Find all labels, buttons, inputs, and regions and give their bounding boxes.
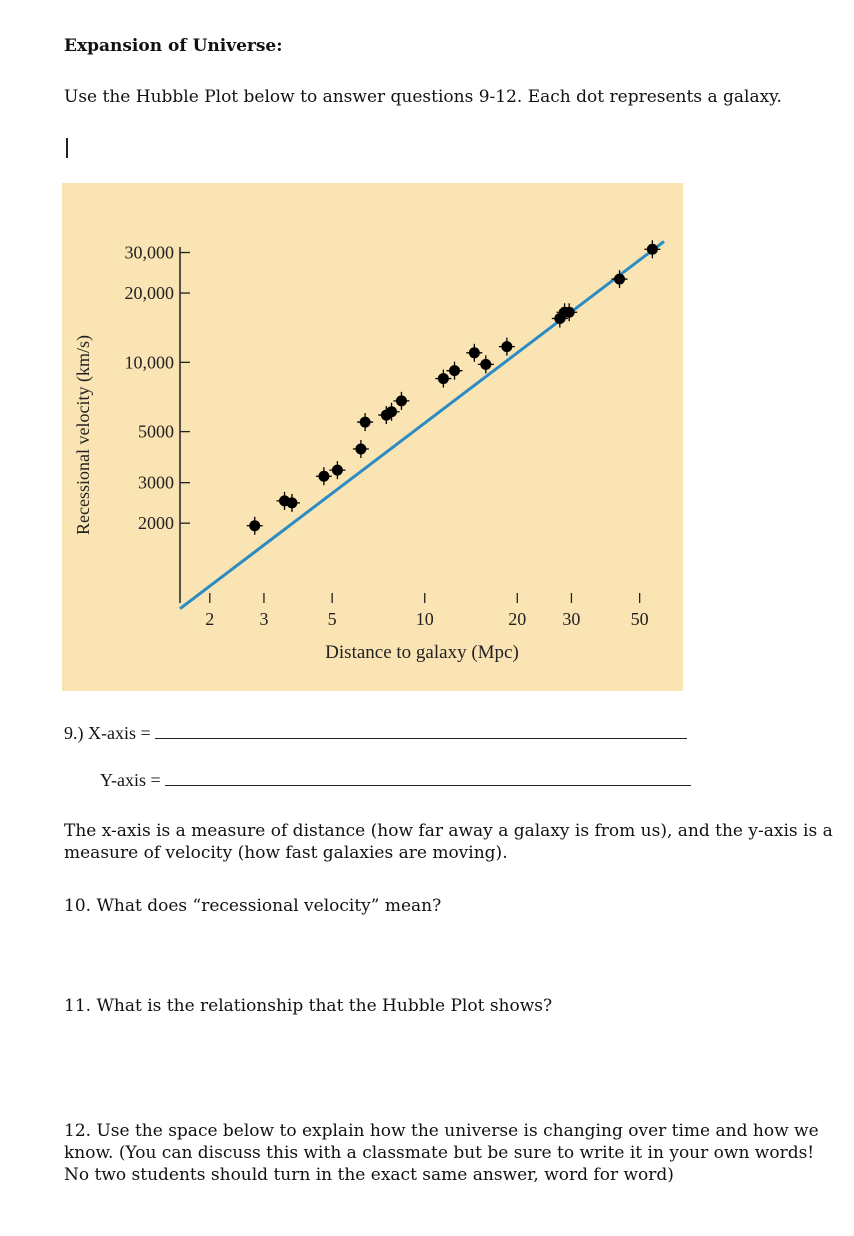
galaxy-data-point: [449, 365, 460, 376]
x-axis-answer-blank[interactable]: [155, 738, 687, 739]
hubble-plot-figure: [62, 183, 683, 691]
text-cursor: [66, 138, 68, 158]
question-9-y-axis: [100, 770, 691, 791]
y-tick-label: 20,000: [124, 283, 174, 304]
intro-text: Use the Hubble Plot below to answer questions 9-12. Each dot represents a galaxy.: [64, 87, 782, 107]
galaxy-data-point: [480, 359, 491, 370]
galaxy-data-point: [318, 471, 329, 482]
x-axis-label: Distance to galaxy (Mpc): [325, 642, 519, 663]
y-tick-label: 10,000: [124, 352, 174, 373]
y-axis-label: Recessional velocity (km/s): [73, 335, 93, 535]
galaxy-data-point: [286, 497, 297, 508]
galaxy-data-point: [396, 395, 407, 406]
galaxy-data-point: [564, 307, 575, 318]
hubble-fit-line: [180, 241, 664, 608]
galaxy-data-point: [386, 406, 397, 417]
galaxy-data-point: [438, 373, 449, 384]
galaxy-data-point: [647, 244, 658, 255]
x-tick-label: 5: [327, 609, 337, 629]
x-tick-label: 3: [259, 609, 269, 629]
axis-explanation: The x-axis is a measure of distance (how far away a galaxy is from us), and the y-axis is a measure of velocity (how fast galaxies are moving).: [64, 821, 833, 863]
x-tick-label: 30: [562, 609, 581, 629]
question-10: 10. What does “recessional velocity” mean?: [64, 896, 442, 916]
question-11: 11. What is the relationship that the Hubble Plot shows?: [64, 996, 553, 1016]
y-tick-label: 30,000: [124, 242, 174, 263]
x-tick-label: 50: [630, 609, 649, 629]
galaxy-data-point: [360, 417, 371, 428]
galaxy-data-point: [355, 444, 366, 455]
y-axis-answer-blank[interactable]: [165, 785, 691, 786]
galaxy-data-point: [249, 520, 260, 531]
hubble-plot: [62, 183, 683, 691]
question-12: 12. Use the space below to explain how the universe is changing over time and how we know. (You can discuss this with a classmate but be sure to write it in your own words! No two students should turn in the exact same answer, word for word): [64, 1121, 819, 1185]
y-axis-answer-label: Y-axis =: [100, 770, 161, 790]
x-tick-label: 2: [205, 609, 215, 629]
question-9-label: 9.) X-axis =: [64, 723, 151, 743]
y-tick-label: 2000: [138, 513, 174, 534]
question-9: [64, 723, 687, 744]
y-tick-label: 3000: [138, 472, 174, 493]
galaxy-data-point: [614, 274, 625, 285]
galaxy-data-point: [501, 341, 512, 352]
x-tick-label: 20: [508, 609, 527, 629]
x-tick-label: 10: [415, 609, 434, 629]
document-title: Expansion of Universe:: [64, 36, 283, 56]
galaxy-data-point: [469, 347, 480, 358]
galaxy-data-point: [332, 465, 343, 476]
y-tick-label: 5000: [138, 421, 174, 442]
